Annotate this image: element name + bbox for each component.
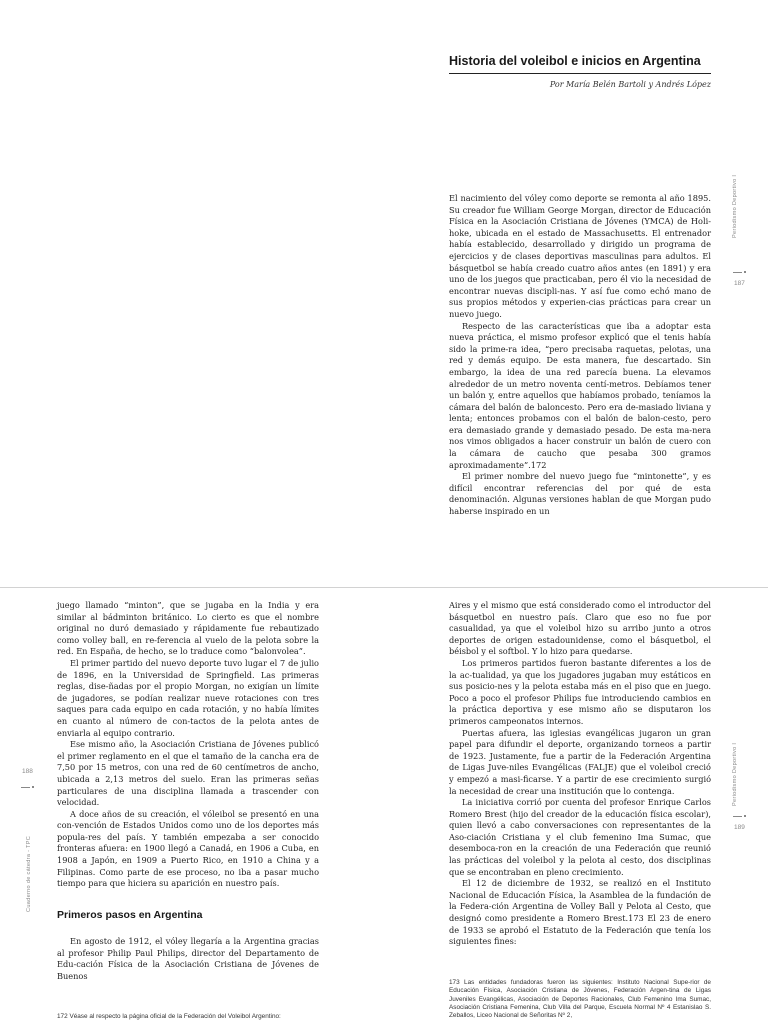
- margin-tick: [733, 272, 742, 273]
- article-title: Historia del voleibol e inicios en Argentina: [449, 54, 701, 68]
- paragraph: El primer nombre del nuevo juego fue “mintonette”, y es difícil encontrar referencias del por qué de esta denominación. Algunas versiones hablan de que Morgan pudo haberse inspirado en un: [449, 471, 711, 517]
- page-187-body: [449, 193, 711, 517]
- footnote-173: 173 Las entidades fundadoras fueron las siguientes: Instituto Nacional Supe-rior de Educación Física, Asociación Cristiana de Jóvenes, Federación Argen-tina de Ligas Juveniles Evangélicas, Asociación de Deportes Racionales, Club Femenino Ima Sumac, Asociación Cristiana Femenina, Club Villa del Parque, Escuela Normal Nº 4 Estanislao S. Zeballos, Liceo Nacional de Señoritas Nº 2,: [449, 979, 711, 1020]
- paragraph: juego llamado “minton”, que se jugaba en la India y era similar al bádminton británico. Lo cierto es que el nombre original no duró demasiado y rápidamente fue rebautizado como volley ball, en re-ferencia al vuelo de la pelota sobre la red. En España, de hecho, se lo traduce como “balonvolea”.: [57, 600, 319, 657]
- paragraph: La iniciativa corrió por cuenta del profesor Enrique Carlos Romero Brest (hijo del creador de la educación física escolar), quien llevó a cabo conversaciones con representantes de la Aso-ciación Cristiana y el club femenino Ima Sumac, que desemboca-ron en la creación de una Federación que reunió las prácticas del voleibol y la pelota al cesto, dos disciplinas que se encontraban en pleno crecimiento.: [449, 797, 711, 877]
- section-body: [57, 936, 319, 981]
- margin-mark: [744, 271, 746, 273]
- page-number-189: 189: [734, 824, 745, 831]
- page-number-188: 188: [22, 768, 33, 775]
- paragraph: Aires y el mismo que está considerado como el introductor del básquetbol en nuestro país. Claro que eso no fue por casualidad, ya que el voleibol hizo su arribo junto a otros deportes de origen estadounidense, como el básquetbol, el béisbol y el softbol. Y lo hizo para quedarse.: [449, 600, 711, 657]
- paragraph: Ese mismo año, la Asociación Cristiana de Jóvenes publicó el primer reglamento en el que el tamaño de la cancha era de 7,50 por 15 metros, con una red de 60 centímetros de ancho, ubicada a 2,13 metros del suelo. Eran las primeras señas particulares de una disciplina llamada a trascender con velocidad.: [57, 739, 319, 808]
- running-head-right: Periodismo Deportivo I: [732, 174, 738, 238]
- page-number-187: 187: [734, 280, 745, 287]
- paragraph: A doce años de su creación, el vóleibol se presentó en una con-vención de Estados Unidos como uno de los deportes más popula-res del país. Y también empezaba a ser conocido fronteras afuera: en 1900 llegó a Canadá, en 1906 a Cuba, en 1908 a Japón, en 1909 a Puerto Rico, en 1910 a China y a Filipinas. Como parte de ese proceso, no iba a pasar mucho tiempo para que hiciera su aparición en nuestro país.: [57, 808, 319, 889]
- footnote-172: 172 Véase al respecto la página oficial de la Federación del Voleibol Argentino:: [57, 1013, 281, 1020]
- paragraph: El primer partido del nuevo deporte tuvo lugar el 7 de julio de 1896, en la Universidad de Springfield. Las primeras reglas, dise-ñadas por el propio Morgan, no exigían un límite de jugadores, se podían realizar nueve rotaciones con tres saques para cada equipo en cada rotación, y no había límites en cuanto al número de con-tactos de la pelota antes de enviarla al equipo contrario.: [57, 657, 319, 738]
- margin-tick: [733, 816, 742, 817]
- article-byline: Por María Belén Bartoli y Andrés López: [549, 80, 711, 89]
- paragraph: Respecto de las características que iba a adoptar esta nueva práctica, el mismo profesor explicó que el tenis había sido la prime-ra idea, “pero precisaba raquetas, pelotas, una red y demás equipo. De esta manera, fue descartado. Sin embargo, la idea de una red parecía buena. La elevamos alrededor de un metro noventa centí-metros. Debíamos tener un balón y, entre aquellos que habíamos probado, teníamos la cámara del balón de baloncesto. Pero era de-masiado liviana y lenta; entonces probamos con el balón de balon-cesto, pero era demasiado grande y demasiado pesado. De esta ma-nera nos vimos obligados a hacer construir un balón de cuero con la cámara de caucho que pesaba 300 gramos aproximadamente”.172: [449, 320, 711, 470]
- margin-tick: [21, 787, 30, 788]
- paragraph: El nacimiento del vóley como deporte se remonta al año 1895. Su creador fue William George Morgan, director de Educación Física en la Asociación Cristiana de Jóvenes (YMCA) de Holi-hoke, ubicada en el estado de Massachusetts. El entrenador había establecido, desarrollado y dirigido un programa de ejercicios y de clases deportivas masculinas para adultos. El básquetbol se había creado cuatro años antes (en 1891) y era uno de los juegos que practicaban, pero él vio la necesidad de encontrar nuevas discipli-nas. Y así fue como echó mano de sus propios métodos y experien-cias prácticas para crear un nuevo juego.: [449, 193, 711, 319]
- page-divider: [0, 587, 768, 588]
- paragraph: Puertas afuera, las iglesias evangélicas jugaron un gran papel para difundir el deporte, organizando torneos a partir de 1923. Justamente, fue a partir de la Federación Argentina de Ligas Juve-niles Evangélicas (FALJE) que el voleibol creció y empezó a masi-ficarse. Y a partir de ese crecimiento surgió la necesidad de crear una institución que lo contenga.: [449, 727, 711, 796]
- margin-mark: [744, 815, 746, 817]
- running-head-right-bottom: Periodismo Deportivo I: [732, 742, 738, 806]
- margin-mark: [32, 786, 34, 788]
- page-188-body: [57, 600, 319, 889]
- paragraph: Los primeros partidos fueron bastante diferentes a los de la ac-tualidad, ya que los jugadores jugaban muy estáticos en sus posicio-nes y la pelota estaba más en el piso que en juego. Poco a poco el profesor Philips fue introduciendo cambios en la práctica deportiva y ese mismo año se disputaron los primeros campeonatos internos.: [449, 657, 711, 726]
- section-title: Primeros pasos en Argentina: [57, 909, 203, 921]
- paragraph: El 12 de diciembre de 1932, se realizó en el Instituto Nacional de Educación Física, la Asamblea de la fundación de la Federa-ción Argentina de Volley Ball y Pelota al Cesto, que designó como presidente a Romero Brest.173 El 23 de enero de 1933 se aprobó el Estatuto de la Federación que tenía los siguientes fines:: [449, 878, 711, 947]
- title-rule: [449, 73, 711, 74]
- page-189-body: [449, 600, 711, 945]
- running-head-left: Cuaderno de cátedra - TPC: [26, 835, 32, 912]
- paragraph: En agosto de 1912, el vóley llegaría a la Argentina gracias al profesor Philip Paul Philips, director del Departamento de Edu-cación Física de la Asociación Cristiana de Jóvenes de Buenos: [57, 936, 319, 981]
